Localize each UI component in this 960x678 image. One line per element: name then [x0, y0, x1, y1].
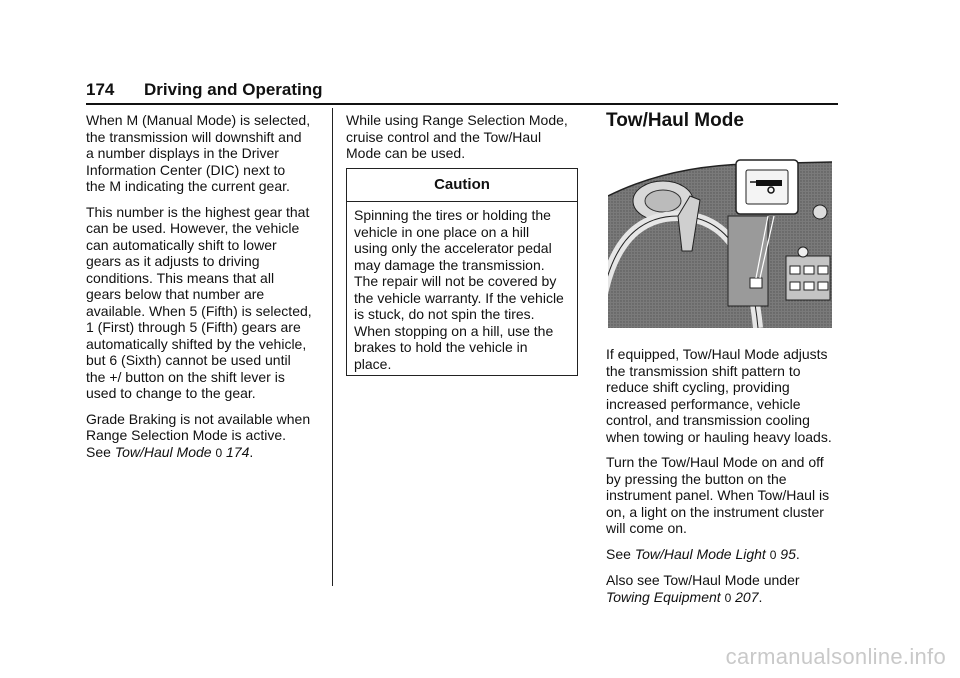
paragraph — [606, 454, 842, 537]
text-line: Spinning the tires or holding the — [354, 207, 551, 223]
paragraph — [606, 546, 842, 564]
xref-page: 174 — [226, 443, 250, 460]
text-line: Range Selection Mode is active. — [86, 427, 286, 443]
page-number: 174 — [86, 80, 115, 99]
page-header — [86, 80, 838, 104]
paragraph — [606, 346, 842, 445]
text-line: While using Range Selection Mode, — [346, 112, 568, 128]
text-line: instrument panel. When Tow/Haul is — [606, 487, 830, 503]
text-line: on, a light on the instrument cluster — [606, 503, 824, 520]
text-line: This number is the highest gear that — [86, 203, 310, 220]
column-divider — [332, 108, 333, 586]
text-line: the transmission shift pattern to — [606, 362, 801, 379]
page-arrow-icon: 0 — [769, 547, 777, 562]
text-line: can automatically shift to lower — [86, 236, 277, 253]
text-line: If equipped, Tow/Haul Mode adjusts — [606, 346, 828, 362]
text-line: When M (Manual Mode) is selected, — [86, 112, 311, 128]
xref-tow-haul-mode[interactable] — [115, 444, 250, 460]
text-line: is stuck, do not spin the tires. — [354, 306, 535, 322]
text-line: vehicle in one place on a hill — [354, 223, 530, 240]
text-line: the vehicle warranty. If the vehicle — [354, 289, 564, 306]
text-line: used to change to the gear. — [86, 385, 256, 401]
xref-title: Tow/Haul Mode — [114, 443, 212, 460]
column-3 — [606, 346, 842, 615]
text-line: Mode can be used. — [346, 145, 466, 161]
caution-divider — [347, 201, 577, 202]
section-title: Driving and Operating — [144, 80, 323, 99]
text-line: place. — [354, 355, 392, 372]
text-line: control, and transmission cooling — [606, 412, 810, 428]
xref-tow-haul-mode-light[interactable] — [635, 546, 796, 562]
text-line: reduce shift cycling, providing — [606, 379, 790, 395]
column-2 — [346, 112, 582, 171]
text-line: gears below that number are — [86, 286, 265, 302]
dashboard-figure-svg — [608, 156, 832, 328]
section-heading: Tow/Haul Mode — [606, 110, 744, 131]
paragraph — [346, 112, 582, 162]
tow-haul-button-icon — [746, 170, 788, 204]
text-line: Grade Braking is not available when — [86, 410, 311, 427]
text-line: automatically shifted by the vehicle, — [86, 335, 307, 352]
text-line: Also see Tow/Haul Mode under — [606, 572, 800, 588]
paragraph — [86, 112, 322, 195]
text-line: Information Center (DIC) next to — [86, 161, 286, 178]
period: . — [795, 545, 800, 562]
xref-page: 95 — [780, 545, 796, 562]
page-arrow-icon: 0 — [724, 590, 732, 605]
text-line: When stopping on a hill, use the — [354, 322, 554, 339]
xref-title: Towing Equipment — [606, 588, 721, 605]
caution-body — [354, 207, 576, 372]
xref-towing-equipment[interactable] — [606, 589, 759, 605]
cross-reference-line — [606, 546, 842, 564]
text-line: a number displays in the Driver — [86, 145, 279, 161]
period: . — [249, 443, 254, 460]
text-line: can be used. However, the vehicle — [86, 220, 300, 236]
text-line: by pressing the button on the — [606, 470, 787, 487]
cross-reference-line — [606, 589, 842, 607]
cross-reference-line — [86, 444, 322, 462]
see-prefix: See — [86, 443, 115, 460]
text-line: may damage the transmission. — [354, 256, 545, 273]
text-line: brakes to hold the vehicle in — [354, 339, 528, 355]
text-line: The repair will not be covered by — [354, 273, 557, 289]
xref-page: 207 — [735, 588, 759, 605]
text-line: 1 (First) through 5 (Fifth) gears are — [86, 319, 301, 335]
text-line: will come on. — [606, 520, 687, 536]
period: . — [758, 588, 763, 605]
paragraph — [86, 204, 322, 402]
text-line: but 6 (Sixth) cannot be used until — [86, 352, 291, 368]
text-line: when towing or hauling heavy loads. — [606, 428, 832, 445]
column-1 — [86, 112, 322, 470]
text-line: conditions. This means that all — [86, 269, 275, 286]
text-line: Turn the Tow/Haul Mode on and off — [606, 454, 824, 470]
xref-title: Tow/Haul Mode Light — [634, 545, 766, 562]
text-line: the transmission will downshift and — [86, 128, 302, 145]
text-line: increased performance, vehicle — [606, 395, 801, 412]
text-line: available. When 5 (Fifth) is selected, — [86, 302, 312, 319]
page-arrow-icon: 0 — [215, 445, 223, 460]
caution-box — [346, 168, 578, 376]
paragraph — [86, 411, 322, 462]
paragraph — [606, 572, 842, 606]
see-prefix: See — [606, 545, 635, 562]
header-rule — [86, 103, 838, 105]
text-line: using only the accelerator pedal — [354, 240, 552, 256]
caution-title: Caution — [434, 176, 490, 193]
text-line: the +/ button on the shift lever is — [86, 368, 285, 385]
text-line: the M indicating the current gear. — [86, 178, 290, 194]
text-line: gears as it adjusts to driving — [86, 253, 260, 269]
tow-haul-button — [750, 278, 762, 288]
watermark: carmanualsonline.info — [725, 644, 946, 669]
tow-haul-dashboard-illustration — [608, 156, 832, 328]
text-line: cruise control and the Tow/Haul — [346, 128, 542, 145]
